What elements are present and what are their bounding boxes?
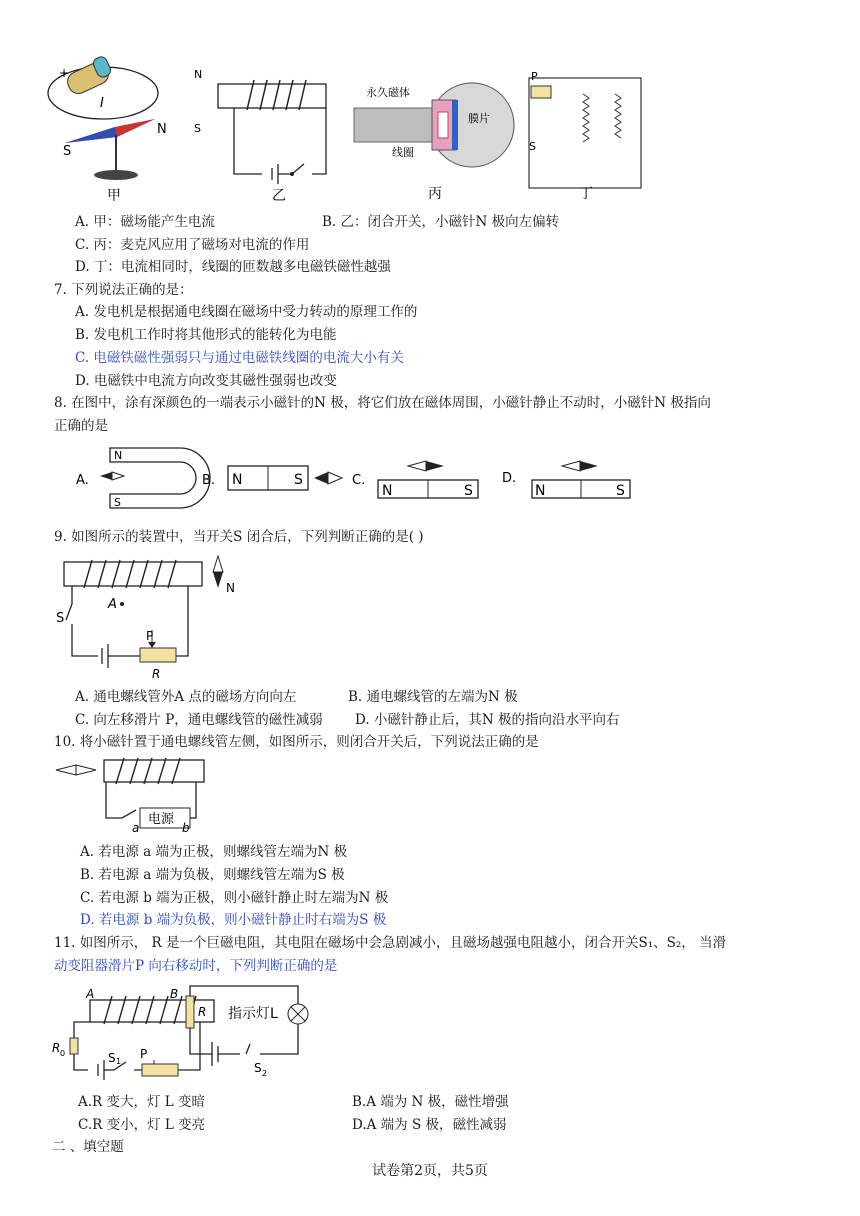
- q9-option-a: A. 通电螺线管外A 点的磁场方向向左: [75, 689, 297, 705]
- section-heading: 二 、填空题: [52, 1139, 124, 1155]
- figure-bing: [352, 70, 522, 204]
- q11-p-label: P: [140, 1047, 148, 1061]
- q10-a-label: a: [132, 821, 140, 834]
- q11-stem-line2: 动变阻器滑片P 向右移动时，下列判断正确的是: [54, 958, 338, 974]
- q11-s1-label: S: [108, 1051, 116, 1065]
- bing-magnet-label: 永久磁体: [366, 86, 410, 99]
- jia-s-label: S: [63, 144, 72, 159]
- q8-n-b: N: [232, 472, 243, 488]
- page-footer: 试卷第2页，共5页: [372, 1163, 488, 1179]
- q11-r0-label: R: [52, 1041, 61, 1055]
- q9-option-b: B. 通电螺线管的左端为N 极: [348, 689, 518, 705]
- q11-option-d: D.A 端为 S 极，磁性减弱: [352, 1117, 507, 1133]
- q7-option-d: D. 电磁铁中电流方向改变其磁性强弱也改变: [75, 373, 337, 389]
- q11-b-label: B: [170, 987, 179, 1001]
- bing-caption: 丙: [428, 186, 442, 202]
- q9-s-label: S: [56, 611, 65, 626]
- q8-label-d: D.: [502, 471, 517, 486]
- q11-s1-sub: 1: [116, 1057, 122, 1066]
- q11-lamp-label: 指示灯L: [228, 1006, 278, 1022]
- q8-s-a: S: [114, 496, 121, 509]
- yi-n-label: N: [194, 68, 203, 81]
- q9-option-d: D. 小磁针静止后，其N 极的指向沿水平向右: [355, 712, 620, 728]
- figure-yi: [192, 62, 340, 204]
- figure-ding: [515, 66, 647, 204]
- svg-text:+: +: [59, 66, 70, 80]
- q8-label-c: C.: [352, 473, 366, 488]
- q8-s-c: S: [464, 483, 473, 499]
- q9-a-label: A: [108, 597, 117, 612]
- q11-r-label: R: [198, 1005, 207, 1019]
- q11-a-label: A: [86, 987, 95, 1001]
- q7-option-c: C. 电磁铁磁性强弱只与通过电磁铁线圈的电流大小有关: [75, 350, 404, 366]
- bing-coil-label: 线圈: [392, 146, 414, 159]
- q8-label-b: B.: [202, 473, 216, 488]
- ding-caption: 丁: [579, 186, 593, 202]
- q9-p-label: P: [146, 629, 154, 643]
- q10-figure: [54, 754, 214, 834]
- q8-stem-line2: 正确的是: [54, 418, 108, 434]
- q6-option-a: A. 甲：磁场能产生电流: [75, 214, 215, 230]
- bing-membrane-label: 膜片: [468, 112, 490, 125]
- q8-n-d: N: [535, 483, 546, 499]
- current-label: I: [100, 96, 104, 111]
- q10-option-d: D. 若电源 b 端为负极，则小磁针静止时右端为S 极: [80, 912, 387, 928]
- yi-s-label: S: [194, 122, 201, 135]
- q11-stem-line1: 11. 如图所示， R 是一个巨磁电阻，其电阻在磁场中会急剧减小，且磁场越强电阻越小，闭合开关S₁、S₂， 当滑: [54, 935, 727, 951]
- q10-option-a: A. 若电源 a 端为正极，则螺线管左端为N 极: [80, 844, 348, 860]
- q7-stem: 7. 下列说法正确的是：: [54, 282, 193, 298]
- q10-stem: 10. 将小磁针置于通电螺线管左侧，如图所示，则闭合开关后，下列说法正确的是: [54, 734, 539, 750]
- ding-s-label: S: [529, 140, 536, 153]
- q10-option-c: C. 若电源 b 端为正极，则小磁针静止时左端为N 极: [80, 890, 389, 906]
- q8-stem-line1: 8. 在图中，涂有深颜色的一端表示小磁针的N 极，将它们放在磁体周围，小磁针静止不动时，小磁针N 极指向: [54, 395, 711, 411]
- q8-n-c: N: [382, 483, 393, 499]
- q7-option-b: B. 发电机工作时将其他形式的能转化为电能: [75, 327, 337, 343]
- q6-option-c: C. 丙：麦克风应用了磁场对电流的作用: [75, 237, 310, 253]
- q8-s-d: S: [616, 483, 625, 499]
- q9-figure: [54, 552, 254, 682]
- q10-source-label: 电源: [148, 812, 175, 827]
- q11-s2-sub: 2: [262, 1069, 268, 1078]
- jia-caption: 甲: [107, 188, 121, 204]
- q9-option-c: C. 向左移滑片 P，通电螺线管的磁性减弱: [75, 712, 323, 728]
- q6-option-b: B. 乙：闭合开关，小磁针N 极向左偏转: [322, 214, 560, 230]
- q11-option-b: B.A 端为 N 极，磁性增强: [352, 1094, 509, 1110]
- q10-b-label: b: [182, 821, 190, 834]
- q11-option-c: C.R 变小，灯 L 变亮: [78, 1117, 206, 1133]
- q11-option-a: A.R 变大，灯 L 变暗: [78, 1094, 206, 1110]
- q11-figure: [50, 984, 320, 1080]
- q9-n-label: N: [226, 581, 235, 595]
- q11-s2-label: S: [254, 1061, 262, 1075]
- jia-n-label: N: [157, 122, 167, 137]
- q6-option-d: D. 丁：电流相同时，线圈的匝数越多电磁铁磁性越强: [75, 259, 391, 275]
- q7-option-a: A. 发电机是根据通电线圈在磁场中受力转动的原理工作的: [75, 304, 418, 320]
- q8-figure: [70, 442, 670, 510]
- q9-stem: 9. 如图所示的装置中，当开关S 闭合后，下列判断正确的是( ): [54, 529, 424, 545]
- figure-jia: [45, 55, 180, 205]
- q10-option-b: B. 若电源 a 端为负极，则螺线管左端为S 极: [80, 867, 345, 883]
- q8-s-b: S: [294, 472, 303, 488]
- yi-caption: 乙: [272, 188, 286, 204]
- q11-r0-sub: 0: [60, 1049, 66, 1058]
- q8-n-a: N: [114, 449, 123, 462]
- q8-label-a: A.: [76, 473, 89, 488]
- q9-r-label: R: [152, 667, 161, 681]
- ding-p-label: P: [531, 70, 538, 83]
